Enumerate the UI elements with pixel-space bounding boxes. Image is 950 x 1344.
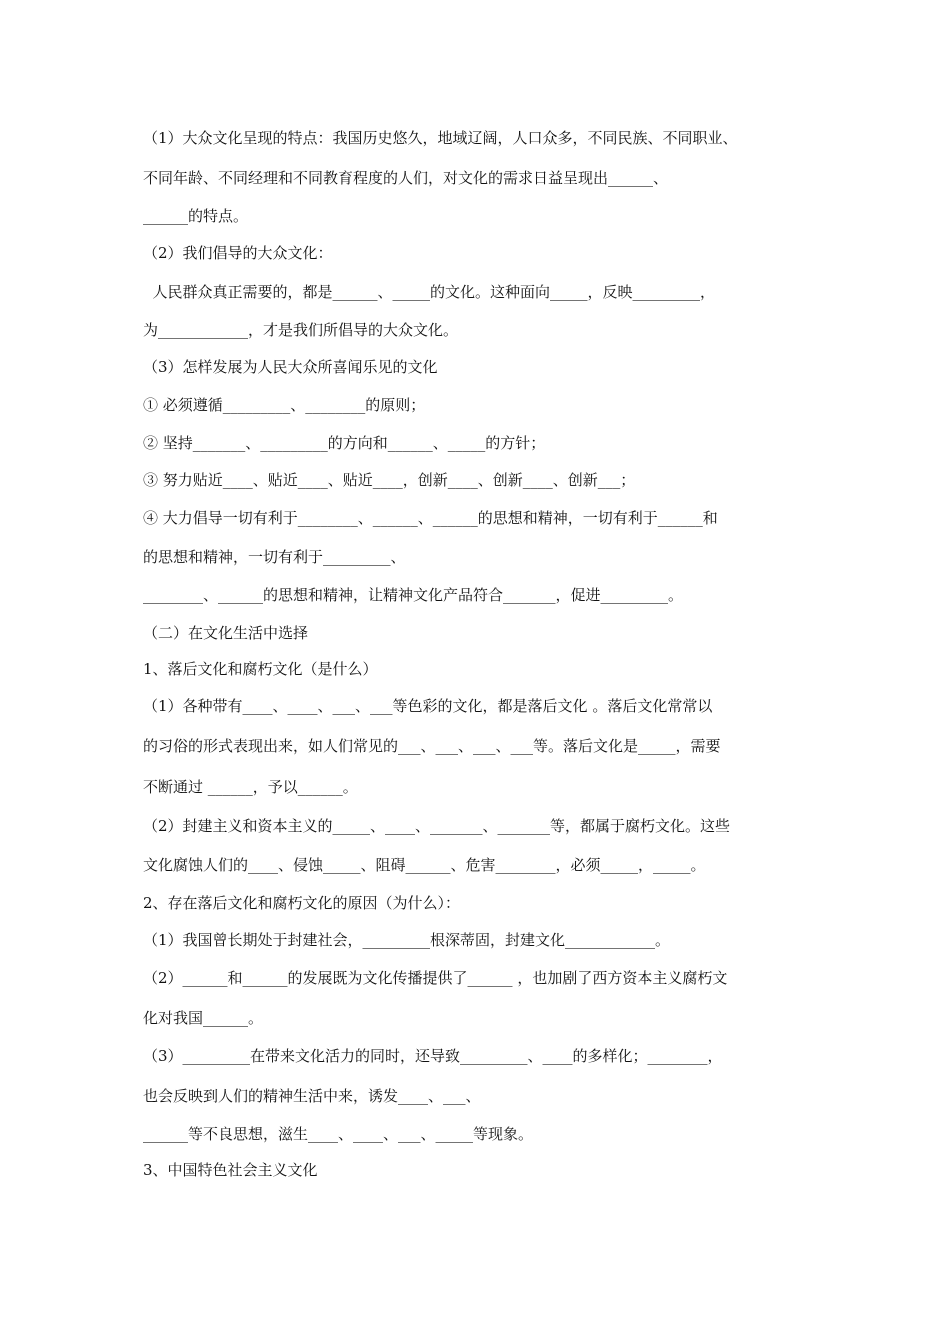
text-line-20: 文化腐蚀人们的____、侵蚀_____、阻碍______、危害________，必须_____，_____。 [143, 856, 706, 874]
text-line-25: （3）_________在带来文化活力的同时，还导致_________、____的多样化；________， [143, 1047, 723, 1065]
text-line-13: ________、______的思想和精神，让精神文化产品符合_______，促进_________。 [143, 586, 684, 604]
text-line-27: ______等不良思想，滋生____、____、___、_____等现象。 [143, 1125, 534, 1143]
text-line-16: （1）各种带有____、____、___、___等色彩的文化，都是落后文化 。落后文化常常以 [143, 697, 713, 715]
subheading-1: 1、落后文化和腐朽文化（是什么） [143, 660, 378, 678]
text-line-24: 化对我国______。 [143, 1009, 264, 1027]
text-line-7: （3）怎样发展为人民大众所喜闻乐见的文化 [143, 358, 438, 376]
text-line-26: 也会反映到人们的精神生活中来，诱发____、___、 [143, 1087, 481, 1105]
text-line-8: ① 必须遵循_________、________的原则； [143, 396, 426, 414]
subheading-3: 3、中国特色社会主义文化 [143, 1161, 318, 1179]
text-line-9: ② 坚持_______、_________的方向和______、_____的方针； [143, 434, 546, 452]
text-line-18: 不断通过 ______，予以______。 [143, 778, 358, 796]
text-line-22: （1）我国曾长期处于封建社会，_________根深蒂固，封建文化____________。 [143, 931, 671, 949]
subheading-2: 2、存在落后文化和腐朽文化的原因（为什么）： [143, 894, 461, 912]
text-line-1: （1）大众文化呈现的特点：我国历史悠久，地域辽阔，人口众多，不同民族、不同职业、 [143, 129, 738, 147]
text-line-5: 人民群众真正需要的，都是______、_____的文化。这种面向_____，反映_________， [143, 283, 716, 301]
text-line-19: （2）封建主义和资本主义的_____、____、_______、_______等，都属于腐朽文化。这些 [143, 817, 731, 835]
text-line-3: ______的特点。 [143, 207, 249, 225]
text-line-11: ④ 大力倡导一切有利于________、______、______的思想和精神，一切有利于______和 [143, 509, 718, 527]
text-line-10: ③ 努力贴近____、贴近____、贴近____，创新____、创新____、创新___； [143, 471, 636, 489]
text-line-4: （2）我们倡导的大众文化： [143, 244, 333, 262]
text-line-2: 不同年龄、不同经理和不同教育程度的人们，对文化的需求日益呈现出______、 [143, 169, 669, 187]
text-line-23: （2）______和______的发展既为文化传播提供了______ ，也加剧了西方资本主义腐朽文 [143, 969, 728, 987]
text-line-12: 的思想和精神，一切有利于_________、 [143, 548, 406, 566]
text-line-6: 为____________，才是我们所倡导的大众文化。 [143, 321, 459, 339]
section-heading-2: （二）在文化生活中选择 [143, 624, 309, 642]
text-line-17: 的习俗的形式表现出来，如人们常见的___、___、___、___等。落后文化是_____，需要 [143, 737, 721, 755]
